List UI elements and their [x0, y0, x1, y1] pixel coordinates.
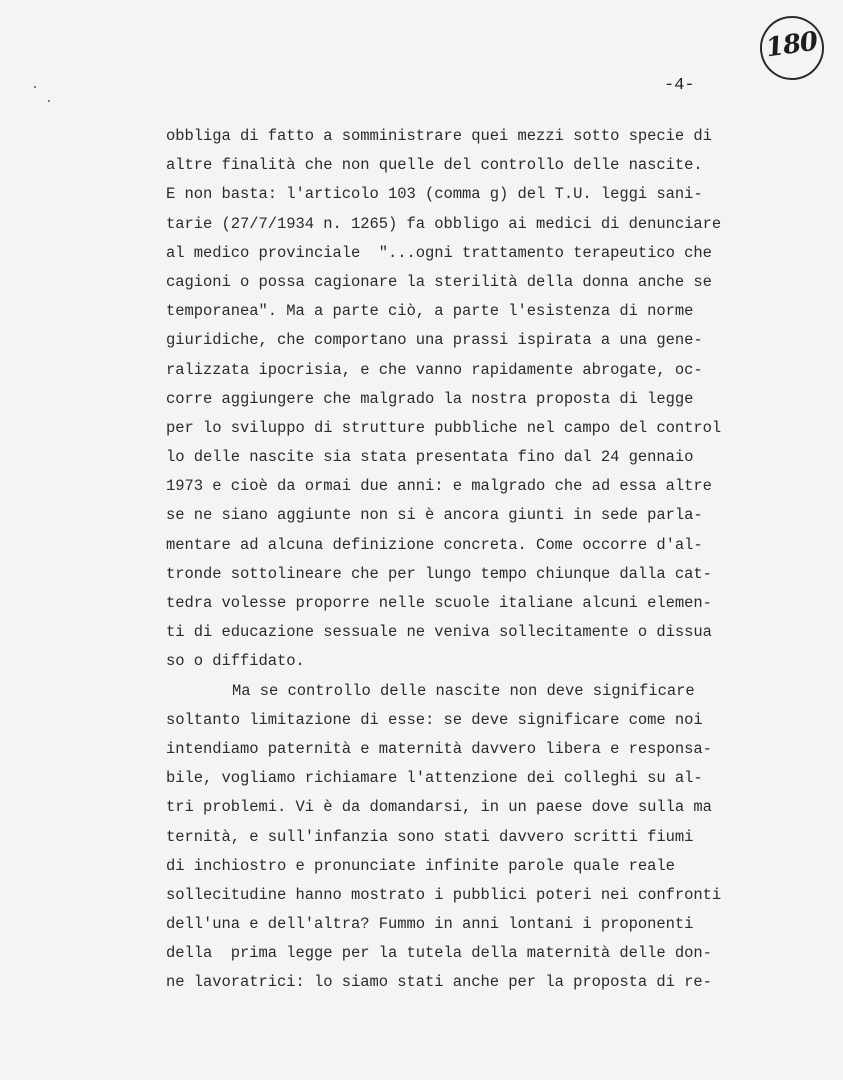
text-line: di inchiostro e pronunciate infinite parole quale reale: [166, 856, 675, 875]
text-line: so o diffidato.: [166, 652, 305, 671]
text-line: Ma se controllo delle nascite non deve significare: [232, 681, 695, 700]
text-line: tarie (27/7/1934 n. 1265) fa obbligo ai medici di denunciare: [166, 214, 722, 233]
text-line: se ne siano aggiunte non si è ancora giunti in sede parla-: [166, 506, 703, 525]
text-line: bile, vogliamo richiamare l'attenzione dei colleghi su al-: [166, 769, 703, 788]
text-line: 1973 e cioè da ormai due anni: e malgrado che ad essa altre: [166, 477, 712, 496]
page-stamp: [756, 12, 828, 84]
text-line: al medico provinciale "...ogni trattamento terapeutico che: [166, 243, 712, 262]
text-line: per lo sviluppo di strutture pubbliche nel campo del control: [166, 418, 722, 437]
stamp-label: 180: [764, 26, 820, 64]
text-line: obbliga di fatto a somministrare quei mezzi sotto specie di: [166, 127, 712, 145]
text-line: ralizzata ipocrisia, e che vanno rapidamente abrogate, oc-: [166, 360, 703, 379]
text-line: lo delle nascite sia stata presentata fino dal 24 gennaio: [166, 448, 694, 467]
text-line: dell'una e dell'altra? Fummo in anni lontani i proponenti: [166, 915, 694, 934]
text-line: della prima legge per la tutela della maternità delle don-: [166, 944, 712, 963]
text-line: giuridiche, che comportano una prassi ispirata a una gene-: [166, 331, 703, 350]
text-line: intendiamo paternità e maternità davvero libera e responsa-: [166, 739, 712, 758]
text-line: E non basta: l'articolo 103 (comma g) del T.U. leggi sani-: [166, 185, 703, 204]
speck: [48, 100, 50, 102]
text-line: corre aggiungere che malgrado la nostra proposta di legge: [166, 389, 694, 408]
text-line: sollecitudine hanno mostrato i pubblici poteri nei confronti: [166, 885, 722, 904]
text-line: mentare ad alcuna definizione concreta. Come occorre d'al-: [166, 535, 703, 554]
text-line: ti di educazione sessuale ne veniva sollecitamente o dissua: [166, 623, 712, 642]
page-number: -4-: [664, 76, 695, 95]
speck: [34, 86, 36, 88]
text-line: cagioni o possa cagionare la sterilità della donna anche se: [166, 272, 712, 291]
text-line: soltanto limitazione di esse: se deve significare come noi: [166, 710, 703, 729]
text-line: temporanea". Ma a parte ciò, a parte l'esistenza di norme: [166, 302, 694, 321]
text-line: tronde sottolineare che per lungo tempo chiunque dalla cat-: [166, 564, 712, 583]
text-line: ne lavoratrici: lo siamo stati anche per la proposta di re-: [166, 973, 712, 992]
text-line: tri problemi. Vi è da domandarsi, in un paese dove sulla ma: [166, 798, 712, 817]
text-line: tedra volesse proporre nelle scuole italiane alcuni elemen-: [166, 594, 712, 612]
body-text: [166, 122, 806, 998]
text-line: altre finalità che non quelle del controllo delle nascite.: [166, 156, 703, 175]
text-line: ternità, e sull'infanzia sono stati davvero scritti fiumi: [166, 827, 694, 846]
